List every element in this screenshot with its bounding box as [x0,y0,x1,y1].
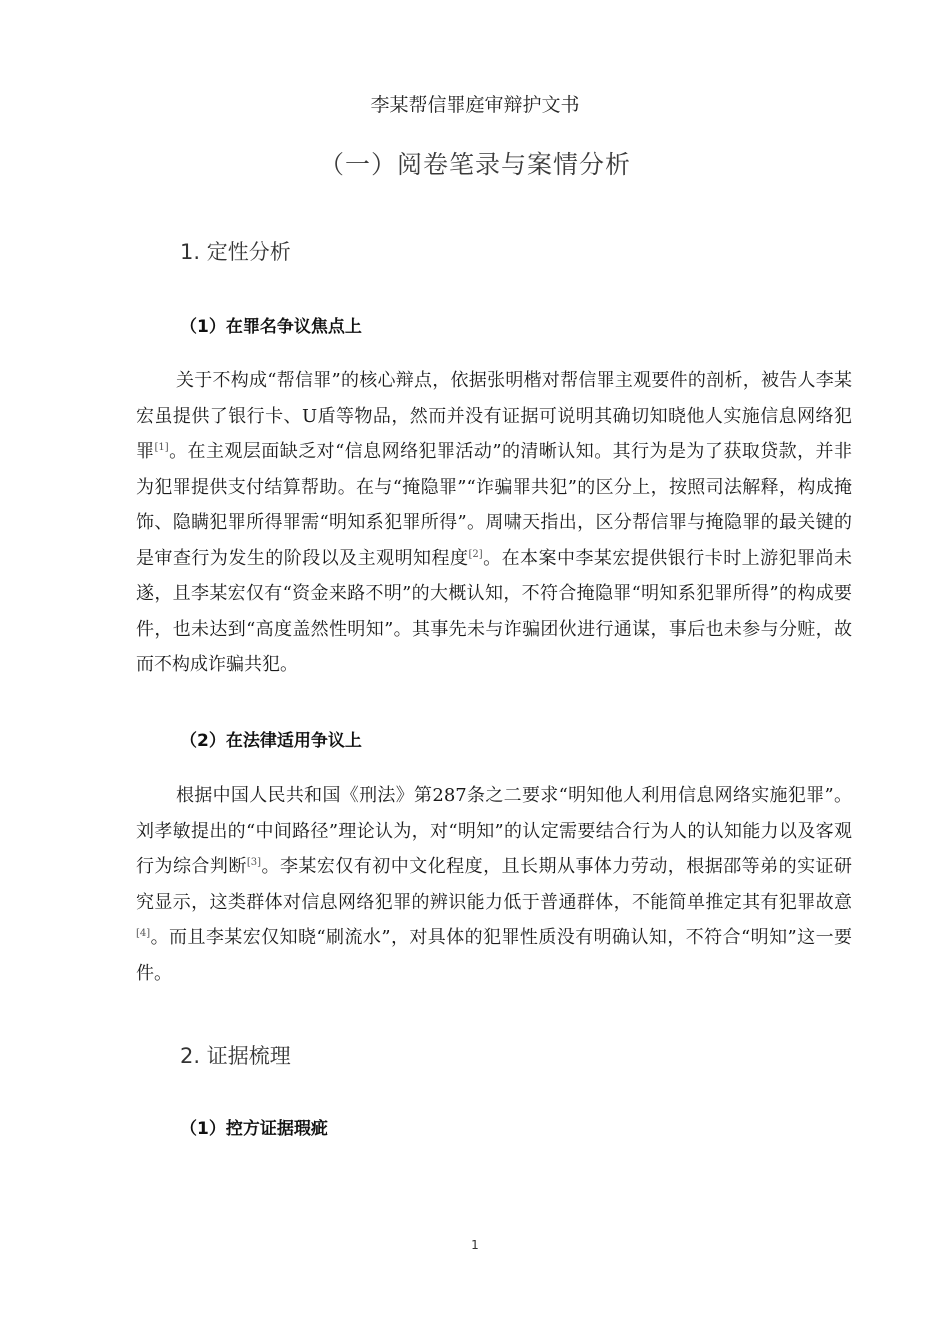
page-number: 1 [471,1238,479,1252]
document-title: 李某帮信罪庭审辩护文书 [370,94,580,116]
citation-ref-2: [2] [468,548,483,560]
paragraph-text: 根据中国人民共和国《刑法》第287条之二要求“明知他人利用信息网络实施犯罪”。刘孝敏提出的“中间路径”理论认为，对“明知”的认定需要结合行为人的认知能力以及客观行为综合判断 [136,785,852,877]
heading-evidence-review: 2. 证据梳理 [180,1044,291,1068]
citation-ref-3: [3] [246,857,261,868]
subheading-charge-dispute: （1）在罪名争议焦点上 [180,317,362,337]
paragraph-text: 。在主观层面缺乏对“信息网络犯罪活动”的清晰认知。其行为是为了获取贷款，并非为犯罪提供支付结算帮助。在与“掩隐罪”“诈骗罪共犯”的区分上，按照司法解释，构成掩饰、隐瞒犯罪所得罪需“明知系犯罪所得”。周啸天指出，区分帮信罪与掩隐罪的最关键的是审查行为发生的阶段以及主观明知程度 [136,441,853,569]
citation-ref-4: [4] [136,928,151,939]
paragraph-text: 。在本案中李某宏提供银行卡时上游犯罪尚未遂，且李某宏仅有“资金来路不明”的大概认知，不符合掩隐罪“明知系犯罪所得”的构成要件，也未达到“高度盖然性明知”。其事先未与诈骗团伙进行通谋，事后也未参与分赃，故而不构成诈骗共犯。 [136,547,853,675]
paragraph-text: 关于不构成“帮信罪”的核心辩点，依据张明楷对帮信罪主观要件的剖析，被告人李某宏虽提供了银行卡、U盾等物品，然而并没有证据可说明其确切知晓他人实施信息网络犯罪 [136,370,852,462]
paragraph-text: 。而且李某宏仅知晓“刷流水”，对具体的犯罪性质没有明确认知，不符合“明知”这一要件。 [136,927,852,984]
subheading-law-application: （2）在法律适用争议上 [180,731,362,751]
paragraph-law-application [136,778,852,991]
paragraph-charge-dispute [136,363,852,683]
section-title: （一）阅卷笔录与案情分析 [318,150,631,179]
citation-ref-1: [1] [154,442,169,453]
subheading-prosecution-evidence-flaws: （1）控方证据瑕疵 [180,1119,328,1139]
heading-qualitative-analysis: 1. 定性分析 [180,240,291,264]
paragraph-text: 。李某宏仅有初中文化程度，且长期从事体力劳动，根据邵等弟的实证研究显示，这类群体对信息网络犯罪的辨识能力低于普通群体，不能简单推定其有犯罪故意 [136,856,853,913]
